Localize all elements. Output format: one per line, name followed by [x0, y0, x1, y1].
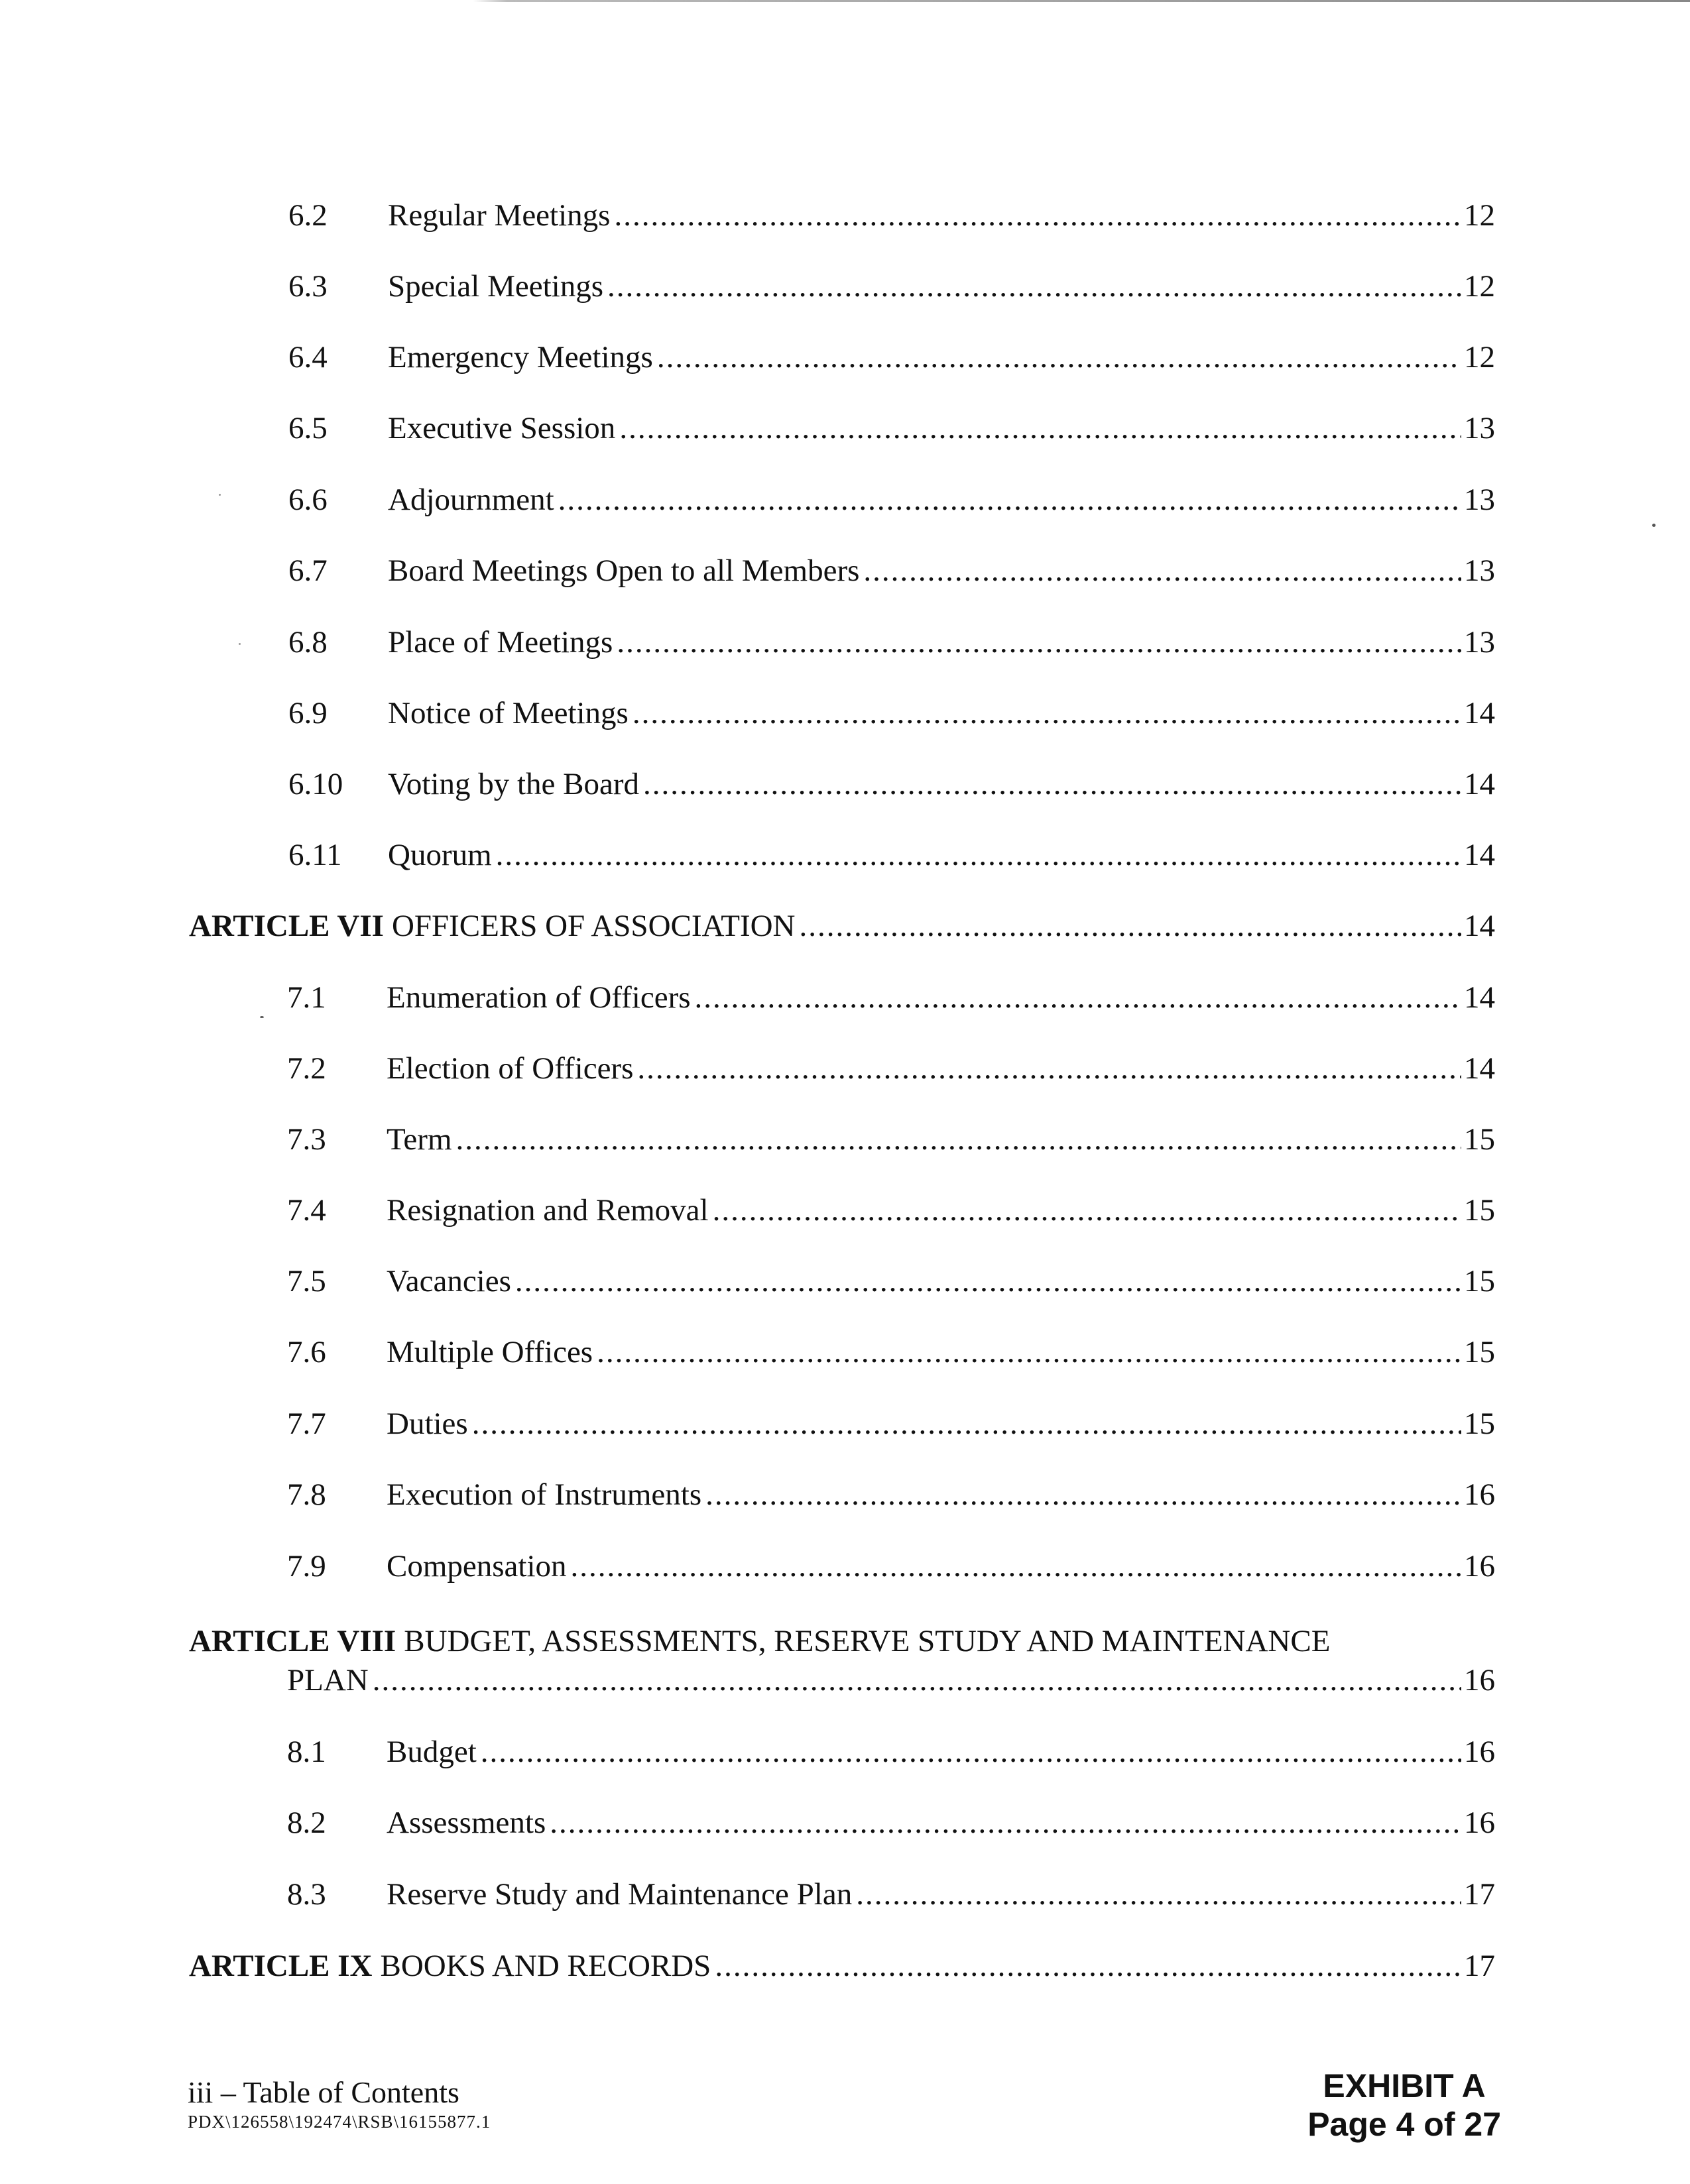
toc-entry-6-2[interactable]	[288, 197, 1495, 234]
dot-leader	[373, 1662, 1461, 1699]
toc-page: 12	[1464, 269, 1495, 304]
toc-number: 6.7	[288, 553, 328, 588]
dot-leader	[633, 695, 1461, 732]
dot-leader	[799, 907, 1461, 945]
dot-leader	[607, 268, 1461, 305]
toc-page: 16	[1464, 1549, 1495, 1583]
toc-number: 8.3	[287, 1877, 326, 1912]
toc-page: 15	[1464, 1193, 1495, 1228]
dot-leader	[550, 1804, 1461, 1841]
toc-entry-6-5[interactable]	[288, 410, 1495, 447]
dot-leader	[481, 1733, 1461, 1770]
toc-entry-6-9[interactable]	[288, 695, 1495, 732]
toc-title: Special Meetings	[388, 269, 604, 304]
toc-number: 7.3	[287, 1122, 326, 1157]
exhibit-label: EXHIBIT A	[1323, 2067, 1486, 2104]
toc-number: 6.2	[288, 198, 328, 233]
toc-title: Executive Session	[388, 411, 616, 445]
toc-page: 14	[1464, 767, 1495, 801]
toc-entry-7-8[interactable]	[287, 1476, 1495, 1513]
toc-title: Quorum	[388, 838, 492, 872]
toc-number: 6.6	[288, 483, 328, 517]
toc-number: 7.2	[287, 1051, 326, 1086]
dot-leader	[515, 1263, 1461, 1300]
toc-page: 14	[1464, 1051, 1495, 1086]
toc-page: 13	[1464, 483, 1495, 517]
toc-page: 14	[1464, 909, 1495, 943]
dot-leader	[713, 1192, 1461, 1229]
toc-page: 13	[1464, 625, 1495, 660]
article-label: ARTICLE VIII	[189, 1624, 396, 1658]
toc-title: Duties	[387, 1407, 468, 1441]
toc-number: 6.3	[288, 269, 328, 304]
toc-title: Term	[387, 1122, 452, 1157]
dot-leader	[856, 1876, 1461, 1913]
toc-entry-7-6[interactable]	[287, 1334, 1495, 1371]
toc-title: Emergency Meetings	[388, 340, 653, 374]
toc-number: 6.11	[288, 838, 342, 872]
dot-leader	[705, 1476, 1461, 1513]
toc-entry-8-2[interactable]	[287, 1804, 1495, 1841]
article-title: BOOKS AND RECORDS	[380, 1949, 711, 1983]
toc-number: 7.8	[287, 1477, 326, 1512]
article-title-continued: PLAN	[287, 1663, 369, 1697]
article-title: BUDGET, ASSESSMENTS, RESERVE STUDY AND MAINTENANCE	[404, 1624, 1331, 1658]
dot-leader	[496, 836, 1461, 874]
toc-entry-6-7[interactable]	[288, 552, 1495, 589]
toc-number: 6.9	[288, 696, 328, 730]
dot-leader	[617, 624, 1461, 661]
toc-number: 8.2	[287, 1806, 326, 1840]
toc-entry-6-6[interactable]	[288, 481, 1495, 518]
toc-page: 17	[1464, 1877, 1495, 1912]
toc-page: 13	[1464, 411, 1495, 445]
toc-page: 17	[1464, 1949, 1495, 1983]
toc-number: 7.9	[287, 1549, 326, 1583]
toc-entry-6-8[interactable]	[288, 624, 1495, 661]
toc-title: Regular Meetings	[388, 198, 611, 233]
toc-title: Place of Meetings	[388, 625, 613, 660]
toc-number: 6.5	[288, 411, 328, 445]
toc-page: 15	[1464, 1407, 1495, 1441]
toc-title: Board Meetings Open to all Members	[388, 553, 860, 588]
toc-article-8-line1[interactable]	[189, 1623, 1330, 1660]
toc-title: Multiple Offices	[387, 1335, 593, 1369]
footer-left	[188, 2075, 491, 2133]
toc-page: 14	[1464, 696, 1495, 730]
toc-number: 7.7	[287, 1407, 326, 1441]
article-label: ARTICLE IX	[189, 1949, 373, 1983]
dot-leader	[695, 979, 1461, 1016]
dot-leader	[571, 1548, 1461, 1585]
toc-article-9[interactable]	[189, 1947, 1495, 1984]
toc-title: Enumeration of Officers	[387, 980, 691, 1015]
footer-section-label: iii – Table of Contents	[188, 2075, 459, 2109]
toc-page: 12	[1464, 340, 1495, 374]
toc-number: 7.5	[287, 1264, 326, 1298]
toc-entry-6-10[interactable]	[288, 766, 1495, 803]
scan-speck	[239, 643, 241, 645]
toc-entry-7-9[interactable]	[287, 1548, 1495, 1585]
toc-page: 14	[1464, 980, 1495, 1015]
toc-entry-7-7[interactable]	[287, 1405, 1495, 1442]
scan-speck	[1652, 524, 1656, 527]
dot-leader	[715, 1947, 1461, 1984]
toc-page: 16	[1464, 1663, 1495, 1697]
toc-entry-7-2[interactable]	[287, 1050, 1495, 1087]
toc-article-7[interactable]	[189, 907, 1495, 945]
toc-entry-6-4[interactable]	[288, 339, 1495, 376]
toc-title: Reserve Study and Maintenance Plan	[387, 1877, 853, 1912]
dot-leader	[456, 1121, 1462, 1158]
toc-number: 6.10	[288, 767, 343, 801]
toc-title: Compensation	[387, 1549, 567, 1583]
dot-leader	[863, 552, 1461, 589]
top-border-line	[0, 0, 1690, 2]
toc-title: Vacancies	[387, 1264, 511, 1298]
toc-entry-8-3[interactable]	[287, 1876, 1495, 1913]
page-of-label: Page 4 of 27	[1307, 2106, 1501, 2143]
toc-title: Budget	[387, 1735, 477, 1769]
toc-number: 7.6	[287, 1335, 326, 1369]
toc-title: Resignation and Removal	[387, 1193, 709, 1228]
dot-leader	[619, 410, 1461, 447]
toc-title: Election of Officers	[387, 1051, 634, 1086]
exhibit-stamp	[1307, 2067, 1501, 2144]
toc-entry-8-1[interactable]	[287, 1733, 1495, 1770]
toc-page: 16	[1464, 1477, 1495, 1512]
dot-leader	[472, 1405, 1461, 1442]
toc-article-8-line2[interactable]	[287, 1662, 1495, 1699]
toc-number: 8.1	[287, 1735, 326, 1769]
toc-title: Execution of Instruments	[387, 1477, 702, 1512]
toc-page: 12	[1464, 198, 1495, 233]
toc-entry-7-1[interactable]	[287, 979, 1495, 1016]
toc-page: 15	[1464, 1335, 1495, 1369]
dot-leader	[558, 481, 1461, 518]
dot-leader	[643, 766, 1461, 803]
toc-page: 14	[1464, 838, 1495, 872]
toc-number: 6.8	[288, 625, 328, 660]
toc-title: Assessments	[387, 1806, 546, 1840]
toc-entry-7-5[interactable]	[287, 1263, 1495, 1300]
footer-document-id: PDX\126558\192474\RSB\16155877.1	[188, 2112, 491, 2132]
toc-page: 16	[1464, 1806, 1495, 1840]
dot-leader	[597, 1334, 1461, 1371]
toc-title: Adjournment	[388, 483, 554, 517]
toc-title: Notice of Meetings	[388, 696, 629, 730]
toc-number: 7.4	[287, 1193, 326, 1228]
dot-leader	[637, 1050, 1461, 1087]
toc-page: 16	[1464, 1735, 1495, 1769]
toc-title: Voting by the Board	[388, 767, 640, 801]
toc-entry-7-3[interactable]	[287, 1121, 1495, 1158]
toc-page: 15	[1464, 1264, 1495, 1298]
article-label: ARTICLE VII	[189, 909, 384, 943]
toc-page: 15	[1464, 1122, 1495, 1157]
toc-entry-7-4[interactable]	[287, 1192, 1495, 1229]
dot-leader	[614, 197, 1461, 234]
toc-entry-6-3[interactable]	[288, 268, 1495, 305]
toc-number: 6.4	[288, 340, 328, 374]
toc-number: 7.1	[287, 980, 326, 1015]
article-title: OFFICERS OF ASSOCIATION	[391, 909, 796, 943]
dot-leader	[657, 339, 1461, 376]
scan-speck	[260, 1016, 264, 1018]
toc-page: 13	[1464, 553, 1495, 588]
scan-speck	[219, 494, 221, 496]
toc-entry-6-11[interactable]	[288, 836, 1495, 874]
